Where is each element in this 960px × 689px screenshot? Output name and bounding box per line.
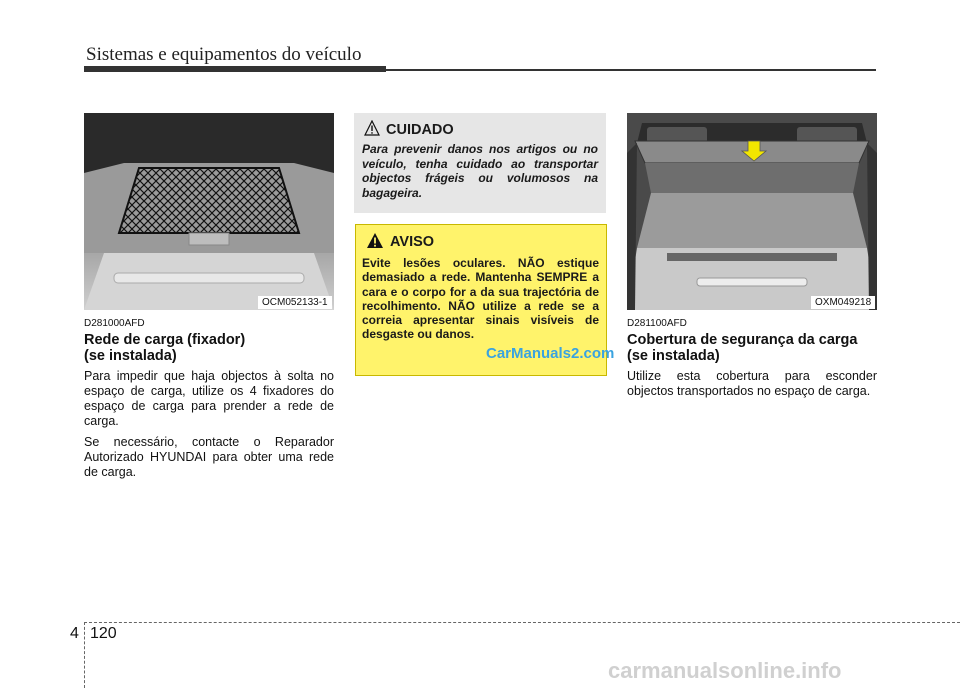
cargo-net-photo [84, 113, 334, 310]
right-section-heading [627, 332, 887, 364]
left-body-text [84, 369, 334, 486]
cargo-net-illustration [84, 113, 334, 310]
header-rule [386, 69, 876, 71]
page-number: 120 [90, 625, 117, 642]
left-section-heading [84, 332, 344, 364]
right-body-text [627, 369, 877, 405]
caution-triangle-icon [364, 120, 380, 136]
site-watermark: carmanualsonline.info [608, 658, 842, 683]
left-photo-caption: OCM052133-1 [258, 296, 332, 309]
caution-title: CUIDADO [386, 122, 454, 138]
left-heading-line-1: Rede de carga (fixador) [84, 332, 246, 348]
cargo-cover-photo [627, 113, 877, 310]
right-photo-caption: OXM049218 [811, 296, 875, 309]
carmanuals-watermark: CarManuals2.com [486, 345, 615, 362]
chapter-number: 4 [70, 625, 79, 642]
footer-rule [84, 622, 960, 623]
left-paragraph-2: Se necessário, contacte o Reparador Autorizado HYUNDAI para obter uma rede de carga. [84, 435, 334, 479]
right-heading-line-1: Cobertura de segurança da carga [627, 332, 858, 348]
right-section-code: D281100AFD [627, 318, 687, 329]
footer-divider [84, 622, 85, 688]
header-bar [84, 66, 386, 72]
caution-text: Para prevenir danos nos artigos ou no veículo, tenha cuidado ao transportar objectos frágeis ou volumosos na bagageira. [362, 142, 598, 200]
left-paragraph-1: Para impedir que haja objectos à solta no espaço de carga, utilize os 4 fixadores do espaço de carga para prender a rede de carga. [84, 369, 334, 428]
right-heading-line-2: (se instalada) [627, 348, 720, 364]
cargo-cover-illustration [627, 113, 877, 310]
page-header-title: Sistemas e equipamentos do veículo [86, 44, 362, 65]
warning-text: Evite lesões oculares. NÃO estique demasiado a rede. Mantenha SEMPRE a cara e o corpo for a da sua trajectória de recolhimento. NÃO utilize a rede se a correia apresentar sinais visíveis de desgaste ou danos. [362, 256, 599, 342]
warning-title: AVISO [390, 234, 435, 250]
warning-triangle-icon [366, 232, 384, 249]
left-heading-line-2: (se instalada) [84, 348, 177, 364]
left-section-code: D281000AFD [84, 318, 145, 329]
right-paragraph: Utilize esta cobertura para esconder objectos transportados no espaço de carga. [627, 369, 877, 398]
